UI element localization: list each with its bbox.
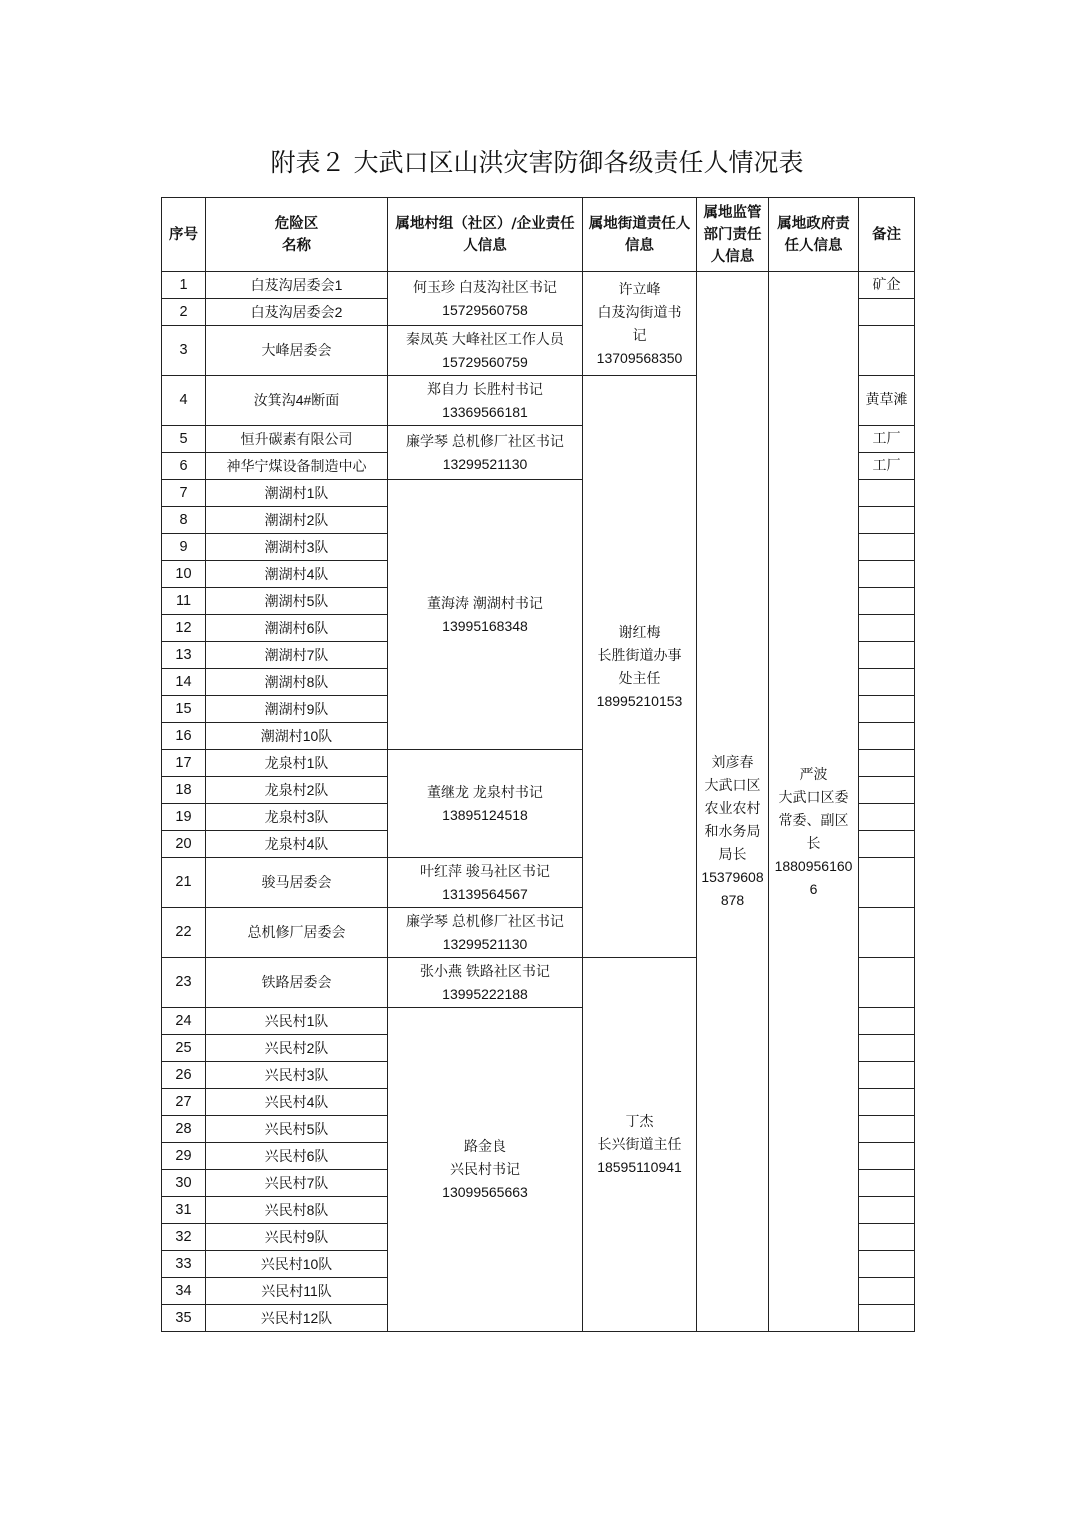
note-cell [859, 507, 915, 534]
street-contact-cell: 许立峰 白芨沟街道书 记 13709568350 [583, 272, 697, 376]
village-contact-cell: 廉学琴 总机修厂社区书记 13299521130 [388, 908, 583, 958]
village-contact-cell: 叶红萍 骏马社区书记 13139564567 [388, 858, 583, 908]
note-cell [859, 1224, 915, 1251]
seq-cell: 5 [162, 426, 206, 453]
note-cell [859, 777, 915, 804]
note-cell [859, 723, 915, 750]
note-cell [859, 534, 915, 561]
note-cell [859, 696, 915, 723]
seq-cell: 32 [162, 1224, 206, 1251]
header-seq: 序号 [162, 198, 206, 272]
table-row [162, 272, 915, 299]
header-note: 备注 [859, 198, 915, 272]
seq-cell: 33 [162, 1251, 206, 1278]
area-name-cell: 汝箕沟4#断面 [206, 376, 388, 426]
note-cell [859, 1035, 915, 1062]
seq-cell: 19 [162, 804, 206, 831]
seq-cell: 11 [162, 588, 206, 615]
header-street-contact: 属地街道责任人信息 [583, 198, 697, 272]
note-cell: 黄草滩 [859, 376, 915, 426]
seq-cell: 24 [162, 1008, 206, 1035]
area-name-cell: 兴民村7队 [206, 1170, 388, 1197]
note-cell [859, 958, 915, 1008]
seq-cell: 8 [162, 507, 206, 534]
seq-cell: 17 [162, 750, 206, 777]
area-name-cell: 兴民村1队 [206, 1008, 388, 1035]
note-cell [859, 1170, 915, 1197]
seq-cell: 21 [162, 858, 206, 908]
note-cell [859, 299, 915, 326]
note-cell [859, 908, 915, 958]
seq-cell: 15 [162, 696, 206, 723]
area-name-cell: 兴民村10队 [206, 1251, 388, 1278]
seq-cell: 29 [162, 1143, 206, 1170]
area-name-cell: 潮湖村5队 [206, 588, 388, 615]
note-cell [859, 750, 915, 777]
seq-cell: 30 [162, 1170, 206, 1197]
area-name-cell: 兴民村11队 [206, 1278, 388, 1305]
village-contact-cell: 郑自力 长胜村书记 13369566181 [388, 376, 583, 426]
area-name-cell: 大峰居委会 [206, 326, 388, 376]
village-contact-cell: 张小燕 铁路社区书记 13995222188 [388, 958, 583, 1008]
note-cell [859, 858, 915, 908]
seq-cell: 4 [162, 376, 206, 426]
header-village-contact: 属地村组（社区）/企业责任人信息 [388, 198, 583, 272]
area-name-cell: 兴民村2队 [206, 1035, 388, 1062]
seq-cell: 22 [162, 908, 206, 958]
seq-cell: 13 [162, 642, 206, 669]
page-title: 附表２ 大武口区山洪灾害防御各级责任人情况表 [270, 148, 804, 177]
area-name-cell: 兴民村9队 [206, 1224, 388, 1251]
dept-contact-cell: 刘彦春 大武口区 农业农村 和水务局 局长 15379608 878 [697, 272, 769, 1332]
note-cell: 工厂 [859, 426, 915, 453]
village-contact-cell: 廉学琴 总机修厂社区书记 13299521130 [388, 426, 583, 480]
area-name-cell: 铁路居委会 [206, 958, 388, 1008]
area-name-cell: 潮湖村1队 [206, 480, 388, 507]
note-cell [859, 588, 915, 615]
note-cell [859, 1089, 915, 1116]
village-contact-cell: 何玉珍 白芨沟社区书记 15729560758 [388, 272, 583, 326]
seq-cell: 1 [162, 272, 206, 299]
note-cell [859, 1116, 915, 1143]
area-name-cell: 潮湖村9队 [206, 696, 388, 723]
seq-cell: 34 [162, 1278, 206, 1305]
area-name-cell: 兴民村5队 [206, 1116, 388, 1143]
area-name-cell: 潮湖村2队 [206, 507, 388, 534]
note-cell [859, 1278, 915, 1305]
area-name-cell: 兴民村6队 [206, 1143, 388, 1170]
seq-cell: 7 [162, 480, 206, 507]
area-name-cell: 潮湖村3队 [206, 534, 388, 561]
village-contact-cell: 董继龙 龙泉村书记 13895124518 [388, 750, 583, 858]
area-name-cell: 总机修厂居委会 [206, 908, 388, 958]
area-name-cell: 兴民村12队 [206, 1305, 388, 1332]
header-row [162, 198, 915, 272]
seq-cell: 6 [162, 453, 206, 480]
area-name-cell: 白芨沟居委会2 [206, 299, 388, 326]
area-name-cell: 龙泉村2队 [206, 777, 388, 804]
header-gov-contact: 属地政府责任人信息 [769, 198, 859, 272]
seq-cell: 27 [162, 1089, 206, 1116]
area-name-cell: 兴民村3队 [206, 1062, 388, 1089]
area-name-cell: 兴民村8队 [206, 1197, 388, 1224]
note-cell [859, 480, 915, 507]
gov-contact-cell: 严波 大武口区委 常委、副区 长 1880956160 6 [769, 272, 859, 1332]
seq-cell: 18 [162, 777, 206, 804]
note-cell [859, 1251, 915, 1278]
village-contact-cell: 董海涛 潮湖村书记 13995168348 [388, 480, 583, 750]
note-cell [859, 1008, 915, 1035]
note-cell [859, 831, 915, 858]
seq-cell: 16 [162, 723, 206, 750]
note-cell [859, 642, 915, 669]
area-name-cell: 龙泉村3队 [206, 804, 388, 831]
area-name-cell: 骏马居委会 [206, 858, 388, 908]
note-cell [859, 804, 915, 831]
responsibility-table [161, 197, 915, 1332]
area-name-cell: 龙泉村1队 [206, 750, 388, 777]
street-contact-cell: 谢红梅 长胜街道办事 处主任 18995210153 [583, 376, 697, 958]
seq-cell: 3 [162, 326, 206, 376]
area-name-cell: 潮湖村10队 [206, 723, 388, 750]
village-contact-cell: 路金良 兴民村书记 13099565663 [388, 1008, 583, 1332]
note-cell [859, 615, 915, 642]
area-name-cell: 白芨沟居委会1 [206, 272, 388, 299]
seq-cell: 9 [162, 534, 206, 561]
note-cell [859, 1062, 915, 1089]
note-cell [859, 1143, 915, 1170]
area-name-cell: 潮湖村6队 [206, 615, 388, 642]
note-cell: 矿企 [859, 272, 915, 299]
seq-cell: 35 [162, 1305, 206, 1332]
seq-cell: 12 [162, 615, 206, 642]
area-name-cell: 龙泉村4队 [206, 831, 388, 858]
seq-cell: 23 [162, 958, 206, 1008]
area-name-cell: 恒升碳素有限公司 [206, 426, 388, 453]
note-cell [859, 1305, 915, 1332]
seq-cell: 20 [162, 831, 206, 858]
area-name-cell: 潮湖村4队 [206, 561, 388, 588]
village-contact-cell: 秦凤英 大峰社区工作人员 15729560759 [388, 326, 583, 376]
area-name-cell: 兴民村4队 [206, 1089, 388, 1116]
note-cell: 工厂 [859, 453, 915, 480]
note-cell [859, 326, 915, 376]
seq-cell: 31 [162, 1197, 206, 1224]
header-dept-contact: 属地监管部门责任人信息 [697, 198, 769, 272]
seq-cell: 28 [162, 1116, 206, 1143]
seq-cell: 10 [162, 561, 206, 588]
area-name-cell: 潮湖村7队 [206, 642, 388, 669]
seq-cell: 25 [162, 1035, 206, 1062]
header-area-name: 危险区 名称 [206, 198, 388, 272]
seq-cell: 14 [162, 669, 206, 696]
note-cell [859, 1197, 915, 1224]
seq-cell: 26 [162, 1062, 206, 1089]
street-contact-cell: 丁杰 长兴街道主任 18595110941 [583, 958, 697, 1332]
note-cell [859, 561, 915, 588]
area-name-cell: 潮湖村8队 [206, 669, 388, 696]
note-cell [859, 669, 915, 696]
seq-cell: 2 [162, 299, 206, 326]
area-name-cell: 神华宁煤设备制造中心 [206, 453, 388, 480]
